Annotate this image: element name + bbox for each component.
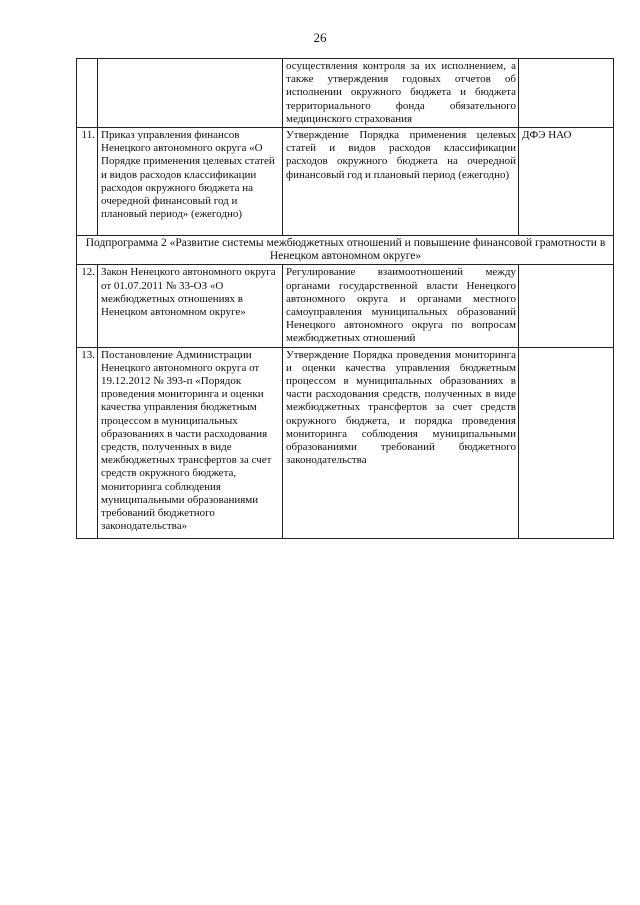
table-row <box>77 265 614 347</box>
responsible-executor: ДФЭ НАО <box>519 128 614 236</box>
subprogram-title: Подпрограмма 2 «Развитие системы межбюджетных отношений и повышение финансовой грамотности в Ненецком автономном округе» <box>77 236 614 265</box>
table-row <box>77 128 614 236</box>
row-number: 12. <box>77 265 98 347</box>
responsible-executor <box>519 265 614 347</box>
page-number: 26 <box>313 30 327 45</box>
program-measures-table <box>76 58 614 539</box>
document-name: Закон Ненецкого автономного округа от 01.07.2011 № 33-ОЗ «О межбюджетных отношениях в Ненецком автономном округе» <box>98 265 283 347</box>
responsible-executor <box>519 347 614 538</box>
table-row <box>77 347 614 538</box>
measure-description: Утверждение Порядка проведения мониторинга и оценки качества управления бюджетным процессом в муниципальных образованиях в части расходования средств, полученных в виде межбюджетных трансфертов за счет средств окружного бюджета, и порядка проведения мониторинга соблюдения муниципальными образованиями требований бюджетного законодательства <box>283 347 519 538</box>
row-number: 11. <box>77 128 98 236</box>
document-name: Постановление Администрации Ненецкого автономного округа от 19.12.2012 № 393-п «Порядок проведения мониторинга и оценки качества управления бюджетным процессом в муниципальных образованиях в части расходования средств, полученных в виде межбюджетных трансфертов за счет средств окружного бюджета, мониторинга соблюдения муниципальными образованиями требований бюджетного законодательства» <box>98 347 283 538</box>
table-row <box>77 59 614 128</box>
responsible-executor <box>519 59 614 128</box>
document-name: Приказ управления финансов Ненецкого автономного округа «О Порядке применения целевых статей и видов расходов классификации расходов окружного бюджета на очередной финансовый год и плановый период» (ежегодно) <box>98 128 283 236</box>
measure-description: Регулирование взаимоотношений между органами государственной власти Ненецкого автономного округа и органами местного самоуправления муниципальных образований Ненецкого автономного округа по вопросам межбюджетных отношений <box>283 265 519 347</box>
measure-description: осуществления контроля за их исполнением, а также утверждения годовых отчетов об исполнении окружного бюджета и бюджета территориального фонда обязательного медицинского страхования <box>283 59 519 128</box>
measure-description: Утверждение Порядка применения целевых статей и видов расходов классификации расходов окружного бюджета на очередной финансовый год и плановый период (ежегодно) <box>283 128 519 236</box>
row-number: 13. <box>77 347 98 538</box>
row-number <box>77 59 98 128</box>
subprogram-row <box>77 236 614 265</box>
document-name <box>98 59 283 128</box>
